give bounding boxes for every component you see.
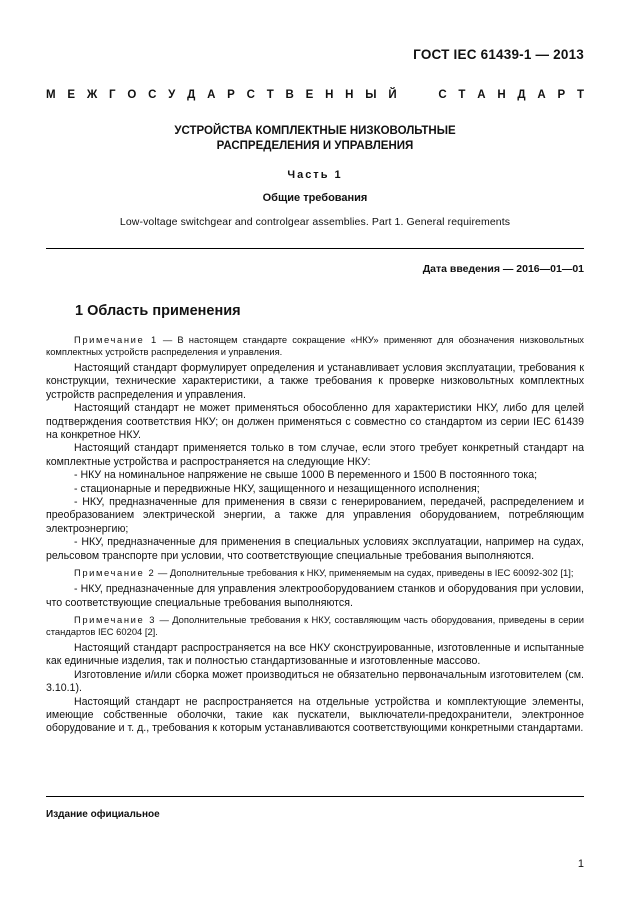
document-subtitle: Общие требования	[262, 192, 368, 204]
banner-letter: С	[148, 89, 157, 101]
banner-letter: Р	[227, 89, 235, 101]
paragraph-2: Настоящий стандарт не может применяться обособленно для характеристики НКУ, либо для целей подтверждения соответствия НКУ; он должен применяться с совместно со стандартом из серии IEC 61439 на конкретное НКУ.	[46, 402, 584, 442]
banner-letter: Ж	[86, 89, 98, 101]
banner-letter: Н	[345, 89, 354, 101]
banner-letter: Т	[458, 89, 466, 101]
paragraph-3: Настоящий стандарт применяется только в том случае, если этого требует конкретный стандарт на комплектные устройства и распространяется на следующие НКУ:	[46, 442, 584, 468]
list-item-3: - НКУ, предназначенные для применения в связи с генерированием, передачей, распределением и преобразованием электрической энергии, а также для управления оборудованием, потребляющим электроэнергию;	[46, 496, 584, 535]
paragraph-6: Настоящий стандарт не распространяется на отдельные устройства и комплектующие элементы, имеющие собственные оболочки, такие как пускатели, выключатели-предохранители, электронное оборудование и т. д., требования к которым устанавливаются соответствующими конкретными стандартами.	[46, 695, 584, 735]
banner-letter: Д	[517, 89, 526, 101]
section-heading: 1 Область применения	[75, 303, 241, 319]
introduction-date: Дата введения — 2016—01—01	[422, 263, 584, 275]
page-number: 1	[577, 858, 584, 870]
standard-id: ГОСТ IEC 61439-1 — 2013	[413, 47, 584, 62]
list-item-1: - НКУ на номинальное напряжение не свыше 1000 В переменного и 1500 В постоянного тока;	[74, 469, 538, 482]
banner-letter: В	[285, 89, 294, 101]
banner-letter	[423, 89, 426, 101]
paragraph-1: Настоящий стандарт формулирует определения и устанавливает условия эксплуатации, требования к конструкции, технические характеристики, а также требования к проверке низковольтных комплектных устройств распределения и управления.	[46, 362, 584, 401]
note-1	[46, 334, 584, 358]
banner-letter: Р	[557, 89, 566, 101]
list-item-5: - НКУ, предназначенные для управления электрооборудованием станков и оборудования при условии, что соответствующие специальные требования выполняются.	[46, 583, 584, 609]
note-2-label: Примечание 2	[74, 567, 156, 579]
note-1-label: Примечание 1	[74, 334, 158, 345]
divider-bottom	[46, 796, 584, 797]
banner-letter: У	[168, 89, 176, 101]
part-label: Часть 1	[287, 169, 343, 181]
banner-letter: О	[127, 89, 137, 101]
banner-letter: Ы	[365, 89, 377, 101]
banner-letter	[408, 89, 411, 101]
document-title	[0, 124, 630, 153]
paragraph-4: Настоящий стандарт распространяется на все НКУ сконструированные, изготовленные и испытанные как единичные изделия, так и полностью стандартизованные и изготовленные массово.	[46, 641, 584, 668]
banner-letter: М	[46, 89, 56, 101]
banner-letter: Т	[576, 89, 584, 101]
list-item-2: - стационарные и передвижные НКУ, защищенного и незащищенного исполнения;	[74, 482, 480, 495]
title-line-1: УСТРОЙСТВА КОМПЛЕКТНЫЕ НИЗКОВОЛЬТНЫЕ	[174, 125, 456, 137]
note-3-label: Примечание 3	[74, 613, 157, 625]
standard-banner	[46, 89, 584, 101]
banner-letter: Е	[305, 89, 314, 101]
banner-letter: Д	[187, 89, 196, 101]
note-3-text: — Дополнительные требования к НКУ, составляющим часть оборудования, приведены в серии стандартов IEC 60204 [2].	[46, 613, 584, 637]
banner-letter: А	[207, 89, 216, 101]
banner-letter: А	[477, 89, 486, 101]
note-3	[46, 614, 584, 638]
banner-letter: Е	[67, 89, 76, 101]
note-2-text: — Дополнительные требования к НКУ, применяемым на судах, приведены в IEC 60092-302 [1];	[155, 567, 574, 579]
banner-letter: Т	[266, 89, 274, 101]
banner-letter: С	[246, 89, 255, 101]
banner-letter: Й	[388, 89, 397, 101]
english-title: Low-voltage switchgear and controlgear assemblies. Part 1. General requirements	[119, 216, 511, 228]
divider-top	[46, 248, 584, 249]
edition-label: Издание официальное	[46, 809, 160, 820]
title-line-2: РАСПРЕДЕЛЕНИЯ И УПРАВЛЕНИЯ	[216, 139, 414, 152]
paragraph-5: Изготовление и/или сборка может производиться не обязательно первоначальным изготовителем (см. 3.10.1).	[46, 668, 584, 695]
banner-letter: Н	[325, 89, 334, 101]
banner-letter: Н	[497, 89, 506, 101]
section-body	[46, 334, 584, 736]
list-item-4: - НКУ, предназначенные для применения в специальных условиях эксплуатации, например на судах, рельсовом транспорте при условии, что соответствующие специальные требования выполняются.	[46, 536, 584, 562]
banner-letter: Г	[109, 89, 116, 101]
note-2	[46, 567, 584, 579]
note-1-text: — В настоящем стандарте сокращение «НКУ» применяют для обозначения низковольтных комплектных устройств распределения и управления.	[46, 334, 584, 357]
banner-letter: С	[438, 89, 447, 101]
banner-letter: А	[537, 89, 546, 101]
